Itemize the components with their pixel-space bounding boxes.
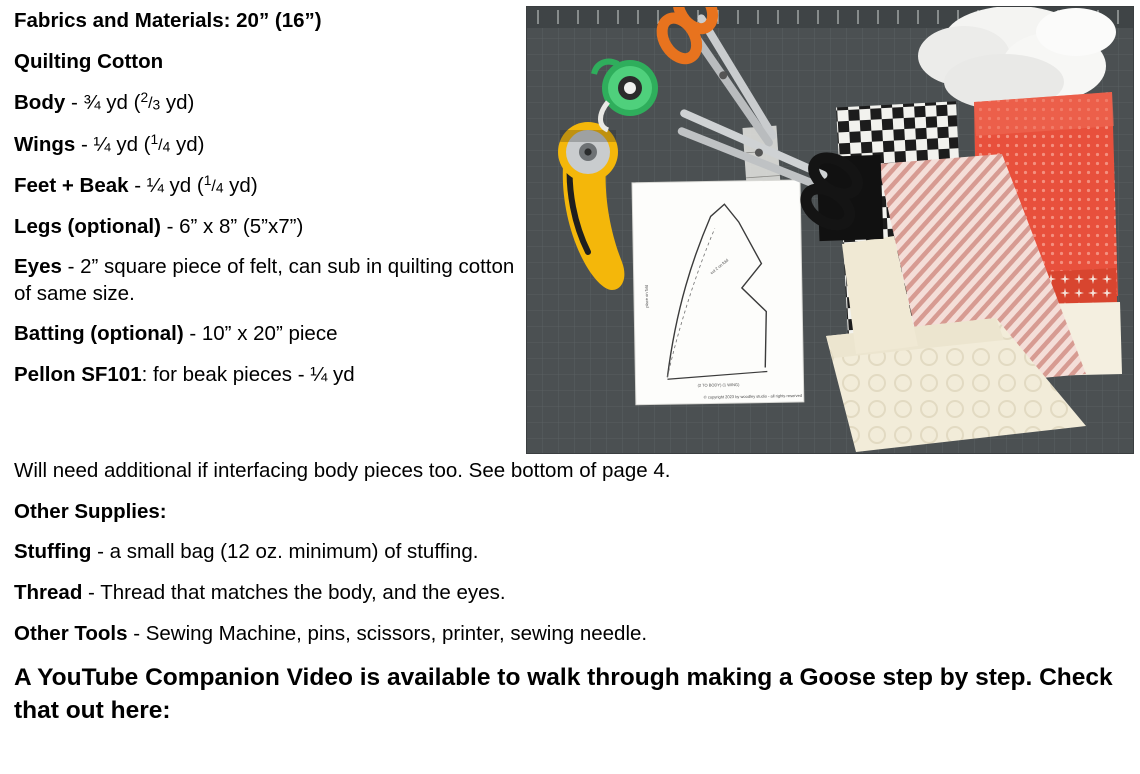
svg-text:cut 2 on fold: cut 2 on fold <box>709 257 730 276</box>
material-value: - 10” x 20” piece <box>183 322 338 346</box>
material-item-pellon <box>14 362 524 389</box>
lower-text-block <box>14 458 1124 727</box>
supply-item-other-tools <box>14 621 1124 648</box>
material-value: : for beak pieces - ¼ yd <box>141 363 355 387</box>
material-item-feet-beak <box>14 172 524 199</box>
material-value-post: yd) <box>170 132 205 156</box>
material-value: - 2” square piece of felt, can sub in quilting cotton of same size. <box>14 255 515 305</box>
material-item-batting <box>14 321 524 348</box>
material-value-pre: ¾ yd ( <box>83 91 141 115</box>
material-label: Pellon SF101 <box>14 363 142 387</box>
fraction: $^1$/4 <box>203 173 224 196</box>
material-value-pre: ¼ yd ( <box>93 132 151 156</box>
youtube-companion-note: A YouTube Companion Video is available to walk through making a Goose step by step. Check that out here: <box>14 664 1113 725</box>
material-item-legs <box>14 214 524 241</box>
material-label: Wings <box>14 132 76 156</box>
material-label: Batting (optional) <box>14 322 184 346</box>
supplies-photo <box>526 6 1134 454</box>
page-title: Fabrics and Materials: 20” (16”) <box>14 9 322 32</box>
printed-pattern-sheet <box>632 180 804 405</box>
material-value-post: yd) <box>160 91 195 115</box>
supply-label: Stuffing <box>14 540 92 564</box>
material-label: Feet + Beak <box>14 173 129 197</box>
material-item-wings <box>14 131 524 158</box>
supply-label: Thread <box>14 580 83 604</box>
material-dash: - <box>160 214 180 238</box>
svg-text:© copyright 2023 by woodley st: © copyright 2023 by woodley studio - all rights reserved <box>703 392 803 400</box>
svg-text:(2 TO BODY) (1 WING): (2 TO BODY) (1 WING) <box>697 381 740 388</box>
fraction: $^2$/3 <box>140 90 161 113</box>
supply-value: - Thread that matches the body, and the eyes. <box>82 580 506 604</box>
supply-item-stuffing <box>14 539 1124 566</box>
section-heading-quilting-cotton: Quilting Cotton <box>14 49 164 73</box>
supply-value: - Sewing Machine, pins, scissors, printer, sewing needle. <box>127 621 648 645</box>
material-dash: - <box>128 173 147 197</box>
material-dash: - <box>65 91 84 115</box>
material-dash: - <box>75 132 94 156</box>
material-value-pre: 6” x 8” (5”x7”) <box>179 214 304 238</box>
supply-value: - a small bag (12 oz. minimum) of stuffing. <box>91 540 479 564</box>
materials-text-column <box>14 8 524 399</box>
material-value-pre: ¼ yd ( <box>146 173 204 197</box>
material-item-body <box>14 89 524 116</box>
supply-label: Other Tools <box>14 621 128 645</box>
fraction: $^1$/4 <box>150 131 171 155</box>
svg-text:place on fold: place on fold <box>643 284 650 308</box>
material-label: Body <box>14 91 66 115</box>
section-heading-other-supplies: Other Supplies: <box>14 499 167 523</box>
pellon-note: Will need additional if interfacing body pieces too. See bottom of page 4. <box>14 459 671 482</box>
material-item-eyes <box>14 254 524 307</box>
material-value-post: yd) <box>223 173 258 197</box>
supply-item-thread <box>14 580 1124 607</box>
material-label: Legs (optional) <box>14 214 161 238</box>
material-label: Eyes <box>14 255 62 279</box>
